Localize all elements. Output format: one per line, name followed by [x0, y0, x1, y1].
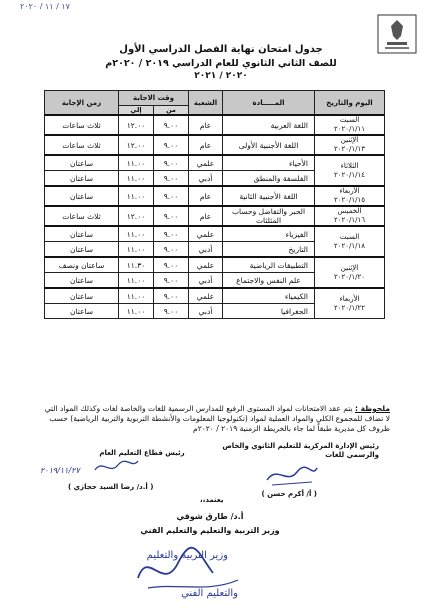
central-admin-signature-icon — [262, 460, 322, 490]
to-time-cell: ١١.٣٠ — [119, 257, 154, 273]
to-time-cell: ١١.٠٠ — [119, 171, 154, 187]
ministry-logo-icon — [377, 14, 417, 54]
exam-date: ٢٠٢٠/١/١٥ — [333, 196, 366, 204]
from-time-cell: ٩.٠٠ — [154, 171, 189, 187]
subject-cell: الجبر والتفاضل وحساب المثلثات — [223, 206, 315, 226]
from-time-cell: ٩.٠٠ — [154, 206, 189, 226]
day-date-cell — [315, 206, 385, 226]
table-row — [45, 135, 385, 155]
day-date-cell — [315, 226, 385, 257]
from-time-cell: ٩.٠٠ — [154, 304, 189, 319]
division-cell: علمي — [189, 257, 223, 273]
subject-cell: اللغة العربية — [223, 115, 315, 135]
table-row — [45, 288, 385, 304]
to-time-cell: ١٢.٠٠ — [119, 135, 154, 155]
division-cell: علمي — [189, 226, 223, 242]
to-time-cell: ١٢.٠٠ — [119, 206, 154, 226]
division-cell: أدبي — [189, 242, 223, 258]
minister-name: أ.د/ طارق شوقي — [176, 512, 244, 521]
day-name: السبت — [339, 232, 360, 241]
subject-cell: اللغة الأجنبية الأولى — [223, 135, 315, 155]
central-admin-signature-block — [209, 442, 379, 460]
division-cell: علمي — [189, 155, 223, 171]
table-row — [45, 186, 385, 206]
to-time-cell: ١١.٠٠ — [119, 288, 154, 304]
subject-cell: اللغة الأجنبية الثانية — [223, 186, 315, 206]
col-header-division: الشعبة — [189, 91, 223, 116]
minister-signature-icon — [118, 538, 298, 603]
sector-head-name: ( أ.د/ رضا السيد حجازي ) — [68, 483, 154, 491]
svg-text:وزير التربية والتعليم: وزير التربية والتعليم — [146, 550, 228, 561]
central-admin-title-2: والرسمي للغات — [325, 451, 379, 459]
duration-cell: ساعتان — [45, 186, 119, 206]
from-time-cell: ٩.٠٠ — [154, 135, 189, 155]
minister-title: وزير التربية والتعليم والتعليم الفني — [140, 526, 280, 535]
duration-cell: ساعتان — [45, 273, 119, 289]
table-row — [45, 206, 385, 226]
division-cell: عام — [189, 115, 223, 135]
top-handwritten-mark: ١٧ / ١١ / ٢٠٢٠ — [20, 2, 70, 11]
from-time-cell: ٩.٠٠ — [154, 115, 189, 135]
division-cell: عام — [189, 135, 223, 155]
duration-cell: ساعتان — [45, 155, 119, 171]
from-time-cell: ٩.٠٠ — [154, 242, 189, 258]
minister-block — [120, 510, 300, 538]
central-admin-title: رئيس الإدارة المركزية للتعليم الثانوي والخاص — [222, 442, 379, 450]
day-name: الإثنين — [340, 263, 359, 272]
day-date-cell — [315, 288, 385, 319]
duration-cell: ساعتان — [45, 304, 119, 319]
table-row — [45, 155, 385, 171]
central-admin-name: ( أ/ أكرم حسن ) — [261, 490, 317, 498]
approval-label: يعتمد،، — [200, 496, 224, 504]
page-subtitle: للصف الثاني الثانوي للعام الدراسي ٢٠١٩ / ٢٠٢٠م — [105, 58, 337, 69]
exam-date: ٢٠٢٠/١/٢٠ — [333, 272, 366, 281]
to-time-cell: ١١.٠٠ — [119, 273, 154, 289]
duration-cell: ساعتان ونصف — [45, 257, 119, 273]
division-cell: أدبي — [189, 171, 223, 187]
subject-cell: الفيزياء — [223, 226, 315, 242]
exam-date: ٢٠٢٠/١/١٣ — [333, 145, 366, 153]
subject-cell: الجغرافيا — [223, 304, 315, 319]
note-block — [40, 404, 390, 434]
exam-date: ٢٠٢٠/١/١٨ — [333, 241, 366, 250]
table-row — [45, 226, 385, 242]
exam-date: ٢٠٢٠/١/١١ — [333, 125, 366, 133]
day-date-cell — [315, 135, 385, 155]
division-cell: أدبي — [189, 273, 223, 289]
division-cell: عام — [189, 186, 223, 206]
subject-cell: الكيمياء — [223, 288, 315, 304]
to-time-cell: ١١.٠٠ — [119, 304, 154, 319]
day-date-cell — [315, 115, 385, 135]
duration-cell: ثلاث ساعات — [45, 135, 119, 155]
to-time-cell: ١١.٠٠ — [119, 226, 154, 242]
day-date-cell — [315, 186, 385, 206]
col-header-day-date: اليوم والتاريخ — [315, 91, 385, 116]
day-date-cell — [315, 257, 385, 288]
col-header-to: إلي — [119, 106, 154, 116]
day-name: الخميس — [337, 207, 362, 215]
duration-cell: ثلاث ساعات — [45, 115, 119, 135]
exam-schedule-table — [44, 90, 385, 319]
to-time-cell: ١٢.٠٠ — [119, 115, 154, 135]
duration-cell: ثلاث ساعات — [45, 206, 119, 226]
table-row — [45, 115, 385, 135]
subject-cell: الأحياء — [223, 155, 315, 171]
duration-cell: ساعتان — [45, 226, 119, 242]
to-time-cell: ١١.٠٠ — [119, 242, 154, 258]
col-header-subject: المـــــادة — [223, 91, 315, 116]
to-time-cell: ١١.٠٠ — [119, 186, 154, 206]
subject-cell: التاريخ — [223, 242, 315, 258]
table-row — [45, 257, 385, 273]
from-time-cell: ٩.٠٠ — [154, 257, 189, 273]
division-cell: أدبي — [189, 304, 223, 319]
exam-date: ٢٠٢٠/١/١٤ — [333, 170, 366, 179]
col-header-answer-time: وقت الاجابة — [119, 91, 189, 106]
from-time-cell: ٩.٠٠ — [154, 155, 189, 171]
sector-head-signature-icon — [92, 455, 142, 480]
page-title: جدول امتحان نهاية الفصل الدراسي الأول — [119, 44, 323, 55]
year-line: ٢٠٢٠ / ٢٠٢١ — [194, 71, 248, 81]
from-time-cell: ٩.٠٠ — [154, 288, 189, 304]
note-label: ملحوظة : — [354, 404, 390, 413]
schedule-body — [45, 115, 385, 319]
note-text: يتم عقد الامتحانات لمواد المستوى الرفيع للمدارس الرسمية للغات والخاصة لغات وكذلك المواد التي لا تضاف للمجموع الكلي والمواد العملية لمواد (تكنولوجيا المعلومات والأنشطة التربوية والتربية الرياضية) حسب ظروف كل مديرية طبقاً لما جاء بالخريطة الزمنية ٢٠١٩ / ٢٠٢٠م — [44, 404, 390, 433]
subject-cell: التطبيقات الرياضية — [223, 257, 315, 273]
sector-head-date: ٢٠١٩/١١/٢٧ — [40, 466, 80, 475]
division-cell: علمي — [189, 288, 223, 304]
duration-cell: ساعتان — [45, 242, 119, 258]
exam-date: ٢٠٢٠/١/١٦ — [333, 216, 366, 224]
subject-cell: علم النفس والاجتماع — [223, 273, 315, 289]
from-time-cell: ٩.٠٠ — [154, 186, 189, 206]
day-date-cell — [315, 155, 385, 186]
to-time-cell: ١١.٠٠ — [119, 155, 154, 171]
from-time-cell: ٩.٠٠ — [154, 226, 189, 242]
subject-cell: الفلسفة والمنطق — [223, 171, 315, 187]
duration-cell: ساعتان — [45, 288, 119, 304]
day-name: السبت — [339, 116, 360, 124]
col-header-from: من — [154, 106, 189, 116]
exam-date: ٢٠٢٠/١/٢٢ — [333, 303, 366, 312]
col-header-duration: زمن الإجابة — [45, 91, 119, 116]
day-name: الأربعاء — [339, 294, 360, 303]
day-name: الإثنين — [340, 136, 359, 144]
from-time-cell: ٩.٠٠ — [154, 273, 189, 289]
duration-cell: ساعتان — [45, 171, 119, 187]
division-cell: عام — [189, 206, 223, 226]
svg-text:والتعليم الفني: والتعليم الفني — [181, 588, 238, 599]
day-name: الثلاثاء — [340, 161, 359, 170]
day-name: الأربعاء — [339, 187, 360, 195]
sector-head-title: رئيس قطاع التعليم العام — [99, 449, 185, 457]
